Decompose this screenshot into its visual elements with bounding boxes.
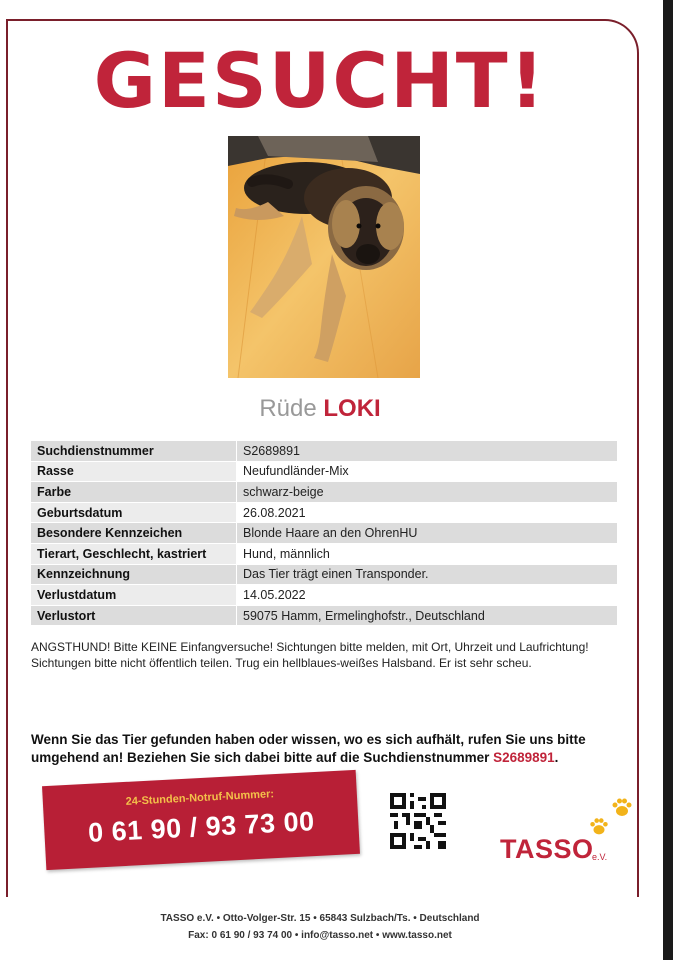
detail-value: Blonde Haare an den OhrenHU <box>237 523 618 544</box>
table-row <box>31 502 618 523</box>
detail-value: 26.08.2021 <box>237 502 618 523</box>
detail-value: Neufundländer-Mix <box>237 461 618 482</box>
details-table <box>30 440 618 626</box>
hotline-number[interactable]: 0 61 90 / 93 73 00 <box>87 806 316 848</box>
description-text: ANGSTHUND! Bitte KEINE Einfangversuche! Sichtungen bitte melden, mit Ort, Uhrzeit und Laufrichtung! Sichtungen bitte nicht öffentlich teilen. Trug ein hellblaues-weißes Halsband. Er ist sehr scheu. <box>31 640 589 670</box>
detail-label: Verlustdatum <box>31 585 237 606</box>
dog-name-prefix: Rüde <box>259 395 317 422</box>
detail-label: Suchdienstnummer <box>31 441 237 462</box>
hotline-label: 24-Stunden-Notruf-Nummer: <box>125 788 275 808</box>
paw-icon <box>610 796 634 820</box>
dog-photo <box>228 136 420 378</box>
detail-value: Das Tier trägt einen Transponder. <box>237 564 618 585</box>
table-row <box>31 482 618 503</box>
table-row <box>31 564 618 585</box>
edge-strip <box>663 0 673 960</box>
footer-contact: Fax: 0 61 90 / 93 74 00 • info@tasso.net • www.tasso.net <box>188 930 452 941</box>
table-row <box>31 605 618 626</box>
footer-address: TASSO e.V. • Otto-Volger-Str. 15 • 65843 Sulzbach/Ts. • Deutschland <box>160 913 480 924</box>
tasso-brand <box>500 796 640 866</box>
detail-value: S2689891 <box>237 441 618 462</box>
table-row <box>31 585 618 606</box>
poster-title: GESUCHT! <box>93 36 547 125</box>
callout-search-number: S2689891 <box>493 750 555 765</box>
detail-label: Verlustort <box>31 605 237 626</box>
callout-end: . <box>554 750 559 765</box>
detail-label: Kennzeichnung <box>31 564 237 585</box>
detail-label: Besondere Kennzeichen <box>31 523 237 544</box>
contact-callout <box>31 731 631 767</box>
hotline-banner <box>42 770 360 870</box>
detail-label: Tierart, Geschlecht, kastriert <box>31 543 237 564</box>
tasso-logo: TASSO <box>500 834 594 864</box>
detail-value: 59075 Hamm, Ermelinghofstr., Deutschland <box>237 605 618 626</box>
detail-value: schwarz-beige <box>237 482 618 503</box>
detail-label: Farbe <box>31 482 237 503</box>
dog-name-value: LOKI <box>323 395 381 422</box>
callout-text: Wenn Sie das Tier gefunden haben oder wissen, wo es sich aufhält, rufen Sie uns bitte umgehend an! Beziehen Sie sich dabei bitte auf die Suchdienstnummer <box>31 732 586 765</box>
table-row <box>31 523 618 544</box>
tasso-suffix: e.V. <box>592 852 608 862</box>
table-row <box>31 441 618 462</box>
table-row <box>31 461 618 482</box>
detail-value: 14.05.2022 <box>237 585 618 606</box>
detail-label: Geburtsdatum <box>31 502 237 523</box>
detail-value: Hund, männlich <box>237 543 618 564</box>
dog-name <box>0 395 640 423</box>
qr-code-icon[interactable] <box>390 793 446 849</box>
table-row <box>31 543 618 564</box>
detail-label: Rasse <box>31 461 237 482</box>
